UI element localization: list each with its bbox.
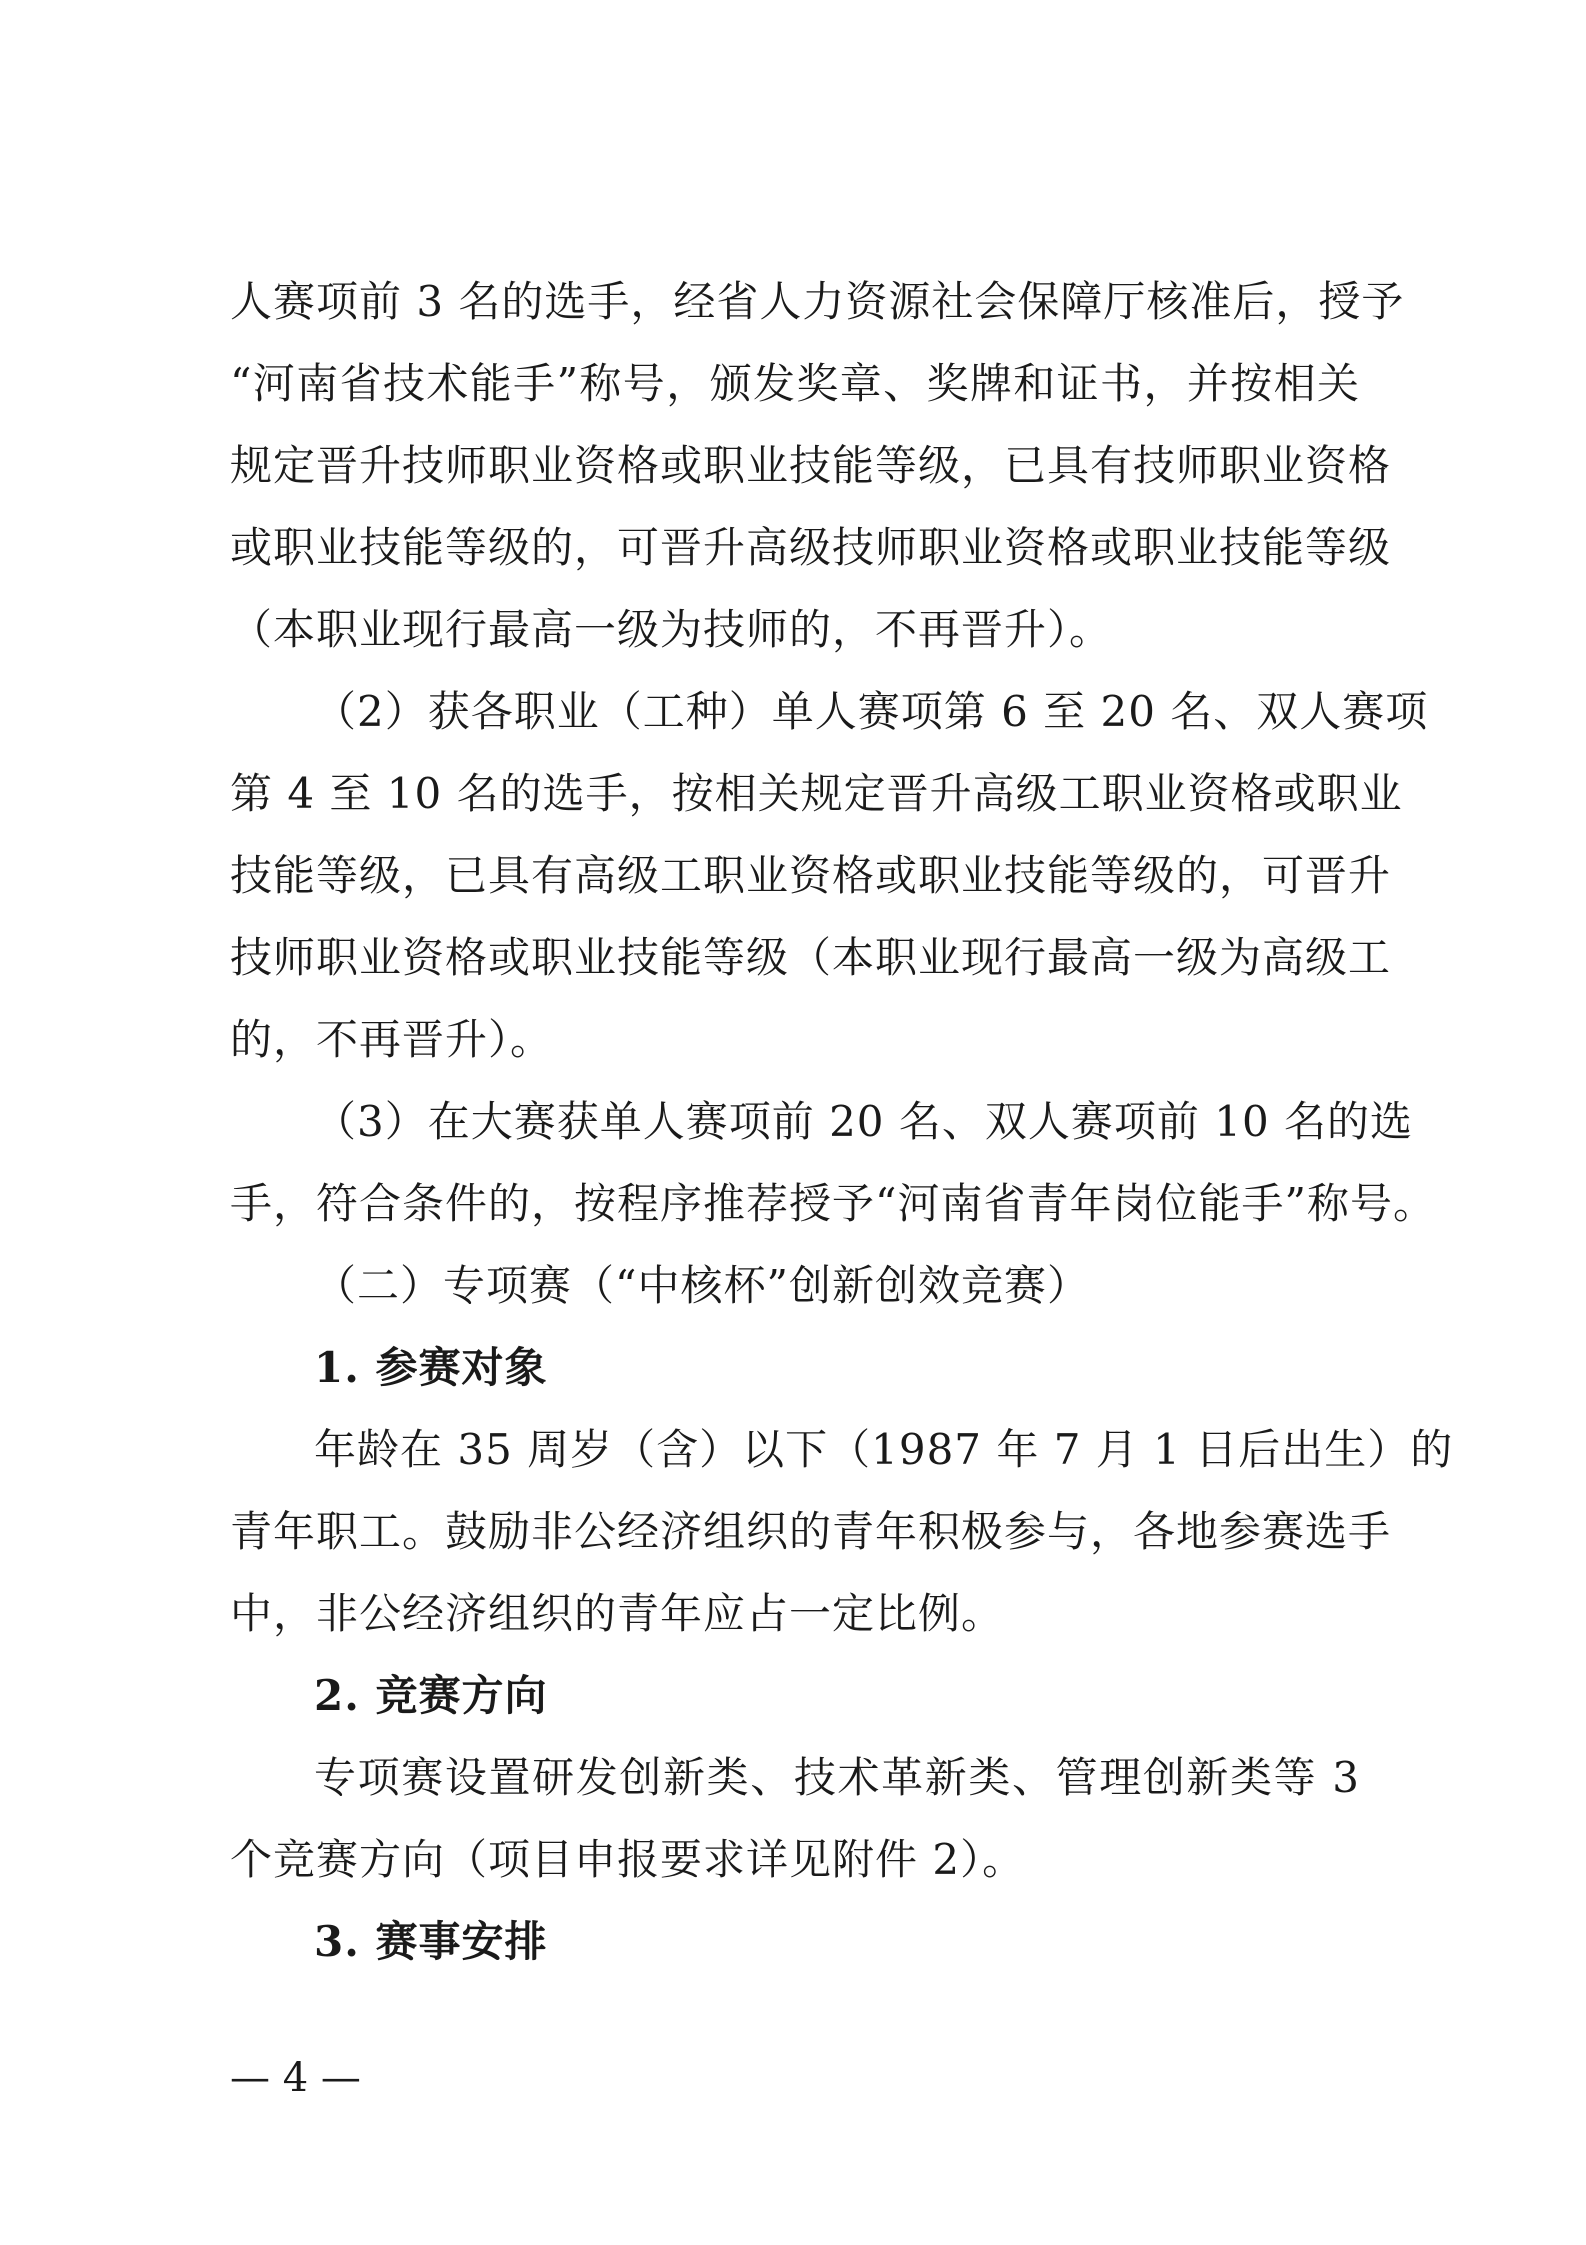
body-text-line: 规定晋升技师职业资格或职业技能等级，已具有技师职业资格 xyxy=(230,441,1392,490)
subsection-heading-participants: 1. 参赛对象 xyxy=(314,1343,548,1392)
body-text-line: 或职业技能等级的，可晋升高级技师职业资格或职业技能等级 xyxy=(230,523,1392,572)
body-text-line: 第 4 至 10 名的选手，按相关规定晋升高级工职业资格或职业 xyxy=(230,769,1403,818)
subsection-heading-direction: 2. 竞赛方向 xyxy=(314,1671,548,1720)
section-heading: （二）专项赛（“中核杯”创新创效竞赛） xyxy=(314,1261,1090,1310)
body-text-line: 中，非公经济组织的青年应占一定比例。 xyxy=(230,1589,1005,1638)
list-item-2: （2）获各职业（工种）单人赛项第 6 至 20 名、双人赛项 xyxy=(314,687,1429,736)
list-item-3: （3）在大赛获单人赛项前 20 名、双人赛项前 10 名的选 xyxy=(314,1097,1414,1146)
body-text-line: 技能等级，已具有高级工职业资格或职业技能等级的，可晋升 xyxy=(230,851,1392,900)
body-text-line: 人赛项前 3 名的选手，经省人力资源社会保障厅核准后，授予 xyxy=(230,277,1405,326)
page-number: — 4 — xyxy=(230,2055,361,2101)
body-text-line: 年龄在 35 周岁（含）以下（1987 年 7 月 1 日后出生）的 xyxy=(314,1425,1454,1474)
subsection-heading-schedule: 3. 赛事安排 xyxy=(314,1917,548,1966)
body-text-line: “河南省技术能手”称号，颁发奖章、奖牌和证书，并按相关 xyxy=(230,359,1360,408)
body-text-line: （本职业现行最高一级为技师的，不再晋升）。 xyxy=(230,605,1113,654)
body-text-line: 专项赛设置研发创新类、技术革新类、管理创新类等 3 xyxy=(314,1753,1360,1802)
body-text-line: 手，符合条件的，按程序推荐授予“河南省青年岗位能手”称号。 xyxy=(230,1179,1436,1228)
body-text-line: 个竞赛方向（项目申报要求详见附件 2）。 xyxy=(230,1835,1026,1884)
body-text-line: 的，不再晋升）。 xyxy=(230,1015,554,1064)
body-text-line: 青年职工。鼓励非公经济组织的青年积极参与，各地参赛选手 xyxy=(230,1507,1392,1556)
body-text-line: 技师职业资格或职业技能等级（本职业现行最高一级为高级工 xyxy=(230,933,1392,982)
